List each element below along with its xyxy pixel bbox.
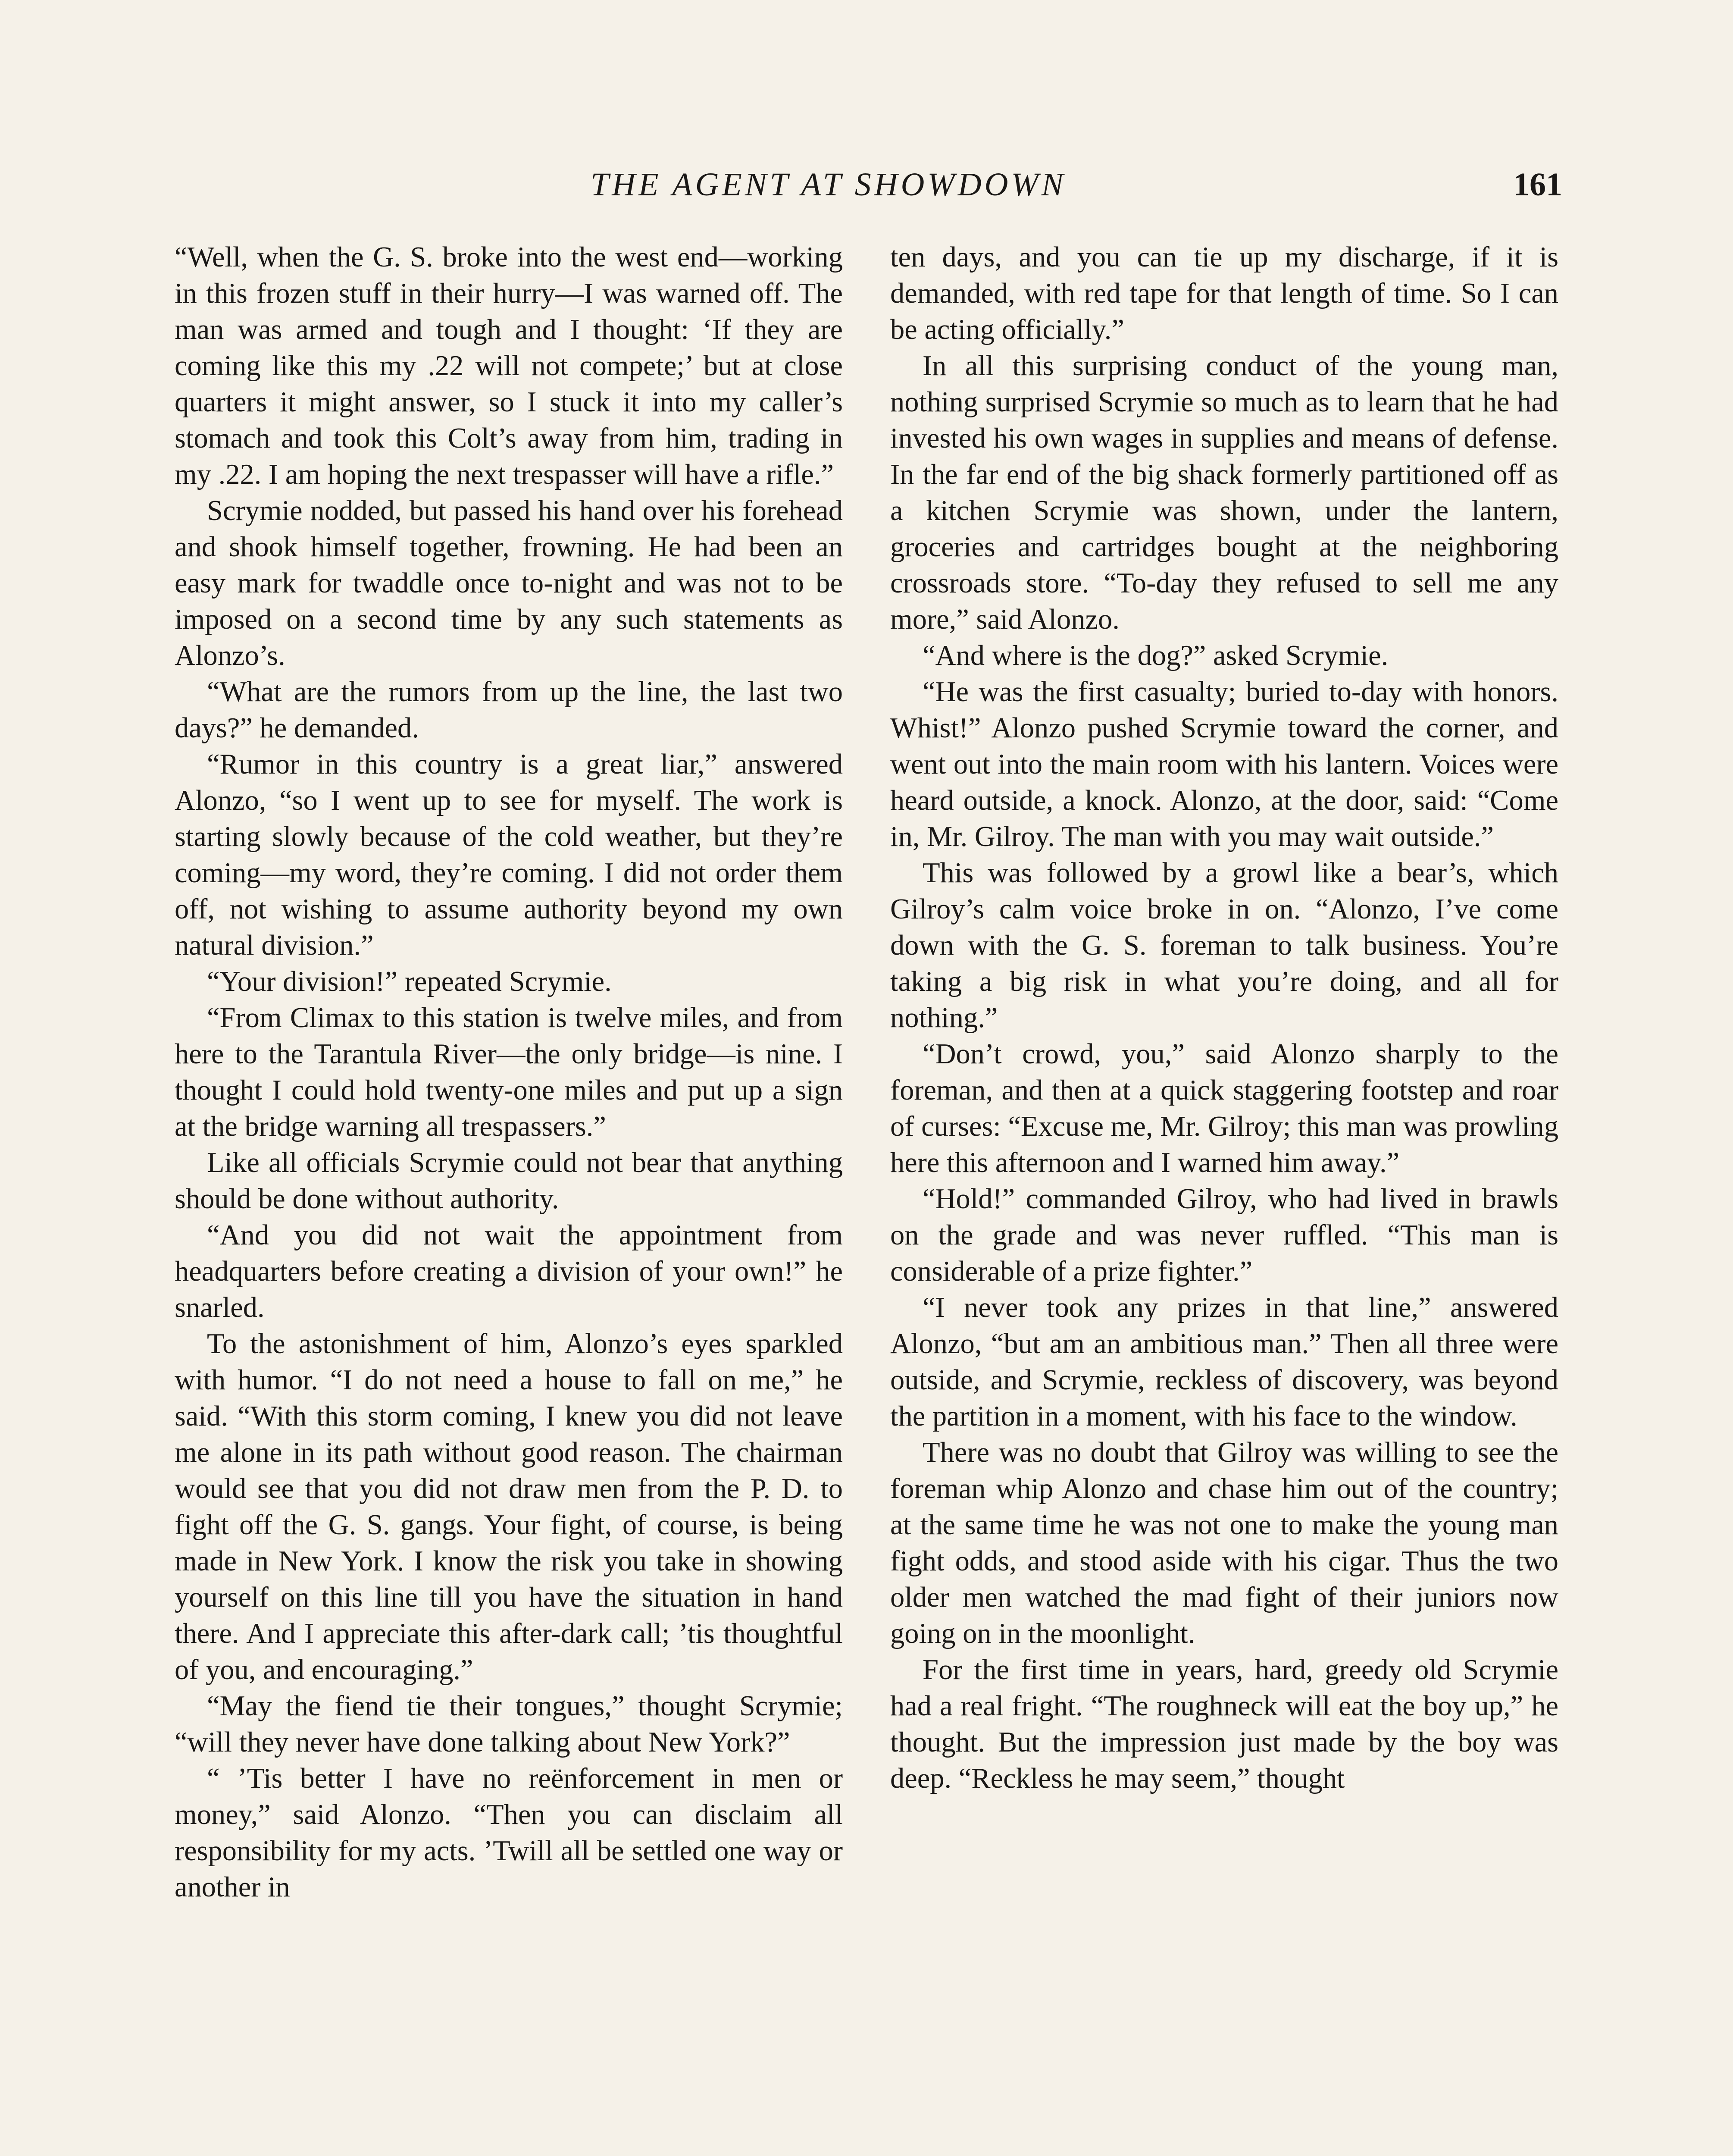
- paragraph: To the astonishment of him, Alonzo’s eyes sparkled with humor. “I do not need a house to fall on me,” he said. “With this storm coming, I knew you did not leave me alone in its path without good reason. The chairman would see that you did not draw men from the P. D. to fight off the G. S. gangs. Your fight, of course, is being made in New York. I know the risk you take in showing yourself on this line till you have the situation in hand there. And I appreciate this after-dark call; ’tis thoughtful of you, and encouraging.”: [175, 1328, 843, 1686]
- paragraph: “He was the first casualty; buried to-day with honors. Whist!” Alonzo pushed Scrymie toward the corner, and went out into the main room with his lantern. Voices were heard outside, a knock. Alonzo, at the door, said: “Come in, Mr. Gilroy. The man with you may wait outside.”: [890, 676, 1558, 852]
- paragraph: Scrymie nodded, but passed his hand over his forehead and shook himself together, frowning. He had been an easy mark for twaddle once to-night and was not to be imposed on a second time by any such statements as Alonzo’s.: [175, 495, 843, 671]
- paragraph: “What are the rumors from up the line, the last two days?” he demanded.: [175, 676, 843, 744]
- paragraph: “ ’Tis better I have no reënforcement in men or money,” said Alonzo. “Then you can disclaim all responsibility for my acts. ’Twill all be settled one way or another in: [175, 1763, 843, 1903]
- paragraph: There was no doubt that Gilroy was willing to see the foreman whip Alonzo and chase him out of the country; at the same time he was not one to make the young man fight odds, and stood aside with his cigar. Thus the two older men watched the mad fight of their juniors now going on in the moonlight.: [890, 1437, 1558, 1649]
- paragraph: In all this surprising conduct of the young man, nothing surprised Scrymie so much as to learn that he had invested his own wages in supplies and means of defense. In the far end of the big shack formerly partitioned off as a kitchen Scrymie was shown, under the lantern, groceries and cartridges bought at the neighboring crossroads store. “To-day they refused to sell me any more,” said Alonzo.: [890, 350, 1558, 635]
- paragraph: Like all officials Scrymie could not bear that anything should be done without authority.: [175, 1147, 843, 1215]
- page-number: 161: [1513, 166, 1562, 203]
- paragraph: “Rumor in this country is a great liar,” answered Alonzo, “so I went up to see for myself. The work is starting slowly because of the cold weather, but they’re coming—my word, they’re coming. I did not order them off, not wishing to assume authority beyond my own natural division.”: [175, 749, 843, 961]
- paragraph: “I never took any prizes in that line,” answered Alonzo, “but am an ambitious man.” Then all three were outside, and Scrymie, reckless of discovery, was beyond the partition in a moment, with his face to the window.: [890, 1292, 1558, 1432]
- paragraph: “Don’t crowd, you,” said Alonzo sharply to the foreman, and then at a quick staggering footstep and roar of curses: “Excuse me, Mr. Gilroy; this man was prowling here this afternoon and I warned him away.”: [890, 1038, 1558, 1178]
- paragraph: “And where is the dog?” asked Scrymie.: [923, 640, 1389, 671]
- paragraph: This was followed by a growl like a bear’s, which Gilroy’s calm voice broke in on. “Alonzo, I’ve come down with the G. S. foreman to talk business. You’re taking a big risk in what you’re doing, and all for nothing.”: [890, 857, 1558, 1034]
- page-header: [0, 166, 1733, 213]
- paragraph: “Hold!” commanded Gilroy, who had lived in brawls on the grade and was never ruffled. “This man is considerable of a prize fighter.”: [890, 1183, 1558, 1287]
- right-column: [890, 239, 1558, 1797]
- paragraph: For the first time in years, hard, greedy old Scrymie had a real fright. “The roughneck will eat the boy up,” he thought. But the impression just made by the boy was deep. “Reckless he may seem,” thought: [890, 1654, 1558, 1794]
- paragraph: “May the fiend tie their tongues,” thought Scrymie; “will they never have done talking about New York?”: [175, 1690, 843, 1758]
- paragraph: ten days, and you can tie up my discharge, if it is demanded, with red tape for that length of time. So I can be acting officially.”: [890, 241, 1558, 345]
- paragraph: “From Climax to this station is twelve miles, and from here to the Tarantula River—the only bridge—is nine. I thought I could hold twenty-one miles and put up a sign at the bridge warning all trespassers.”: [175, 1002, 843, 1142]
- running-head: THE AGENT AT SHOWDOWN: [591, 166, 1067, 203]
- left-column: [175, 239, 843, 1905]
- paragraph: “Well, when the G. S. broke into the west end—working in this frozen stuff in their hurry—I was warned off. The man was armed and tough and I thought: ‘If they are coming like this my .22 will not compete;’ but at close quarters it might answer, so I stuck it into my caller’s stomach and took this Colt’s away from him, trading in my .22. I am hoping the next trespasser will have a rifle.”: [175, 241, 843, 490]
- paragraph: “And you did not wait the appointment from headquarters before creating a division of your own!” he snarled.: [175, 1219, 843, 1323]
- paragraph: “Your division!” repeated Scrymie.: [207, 966, 612, 997]
